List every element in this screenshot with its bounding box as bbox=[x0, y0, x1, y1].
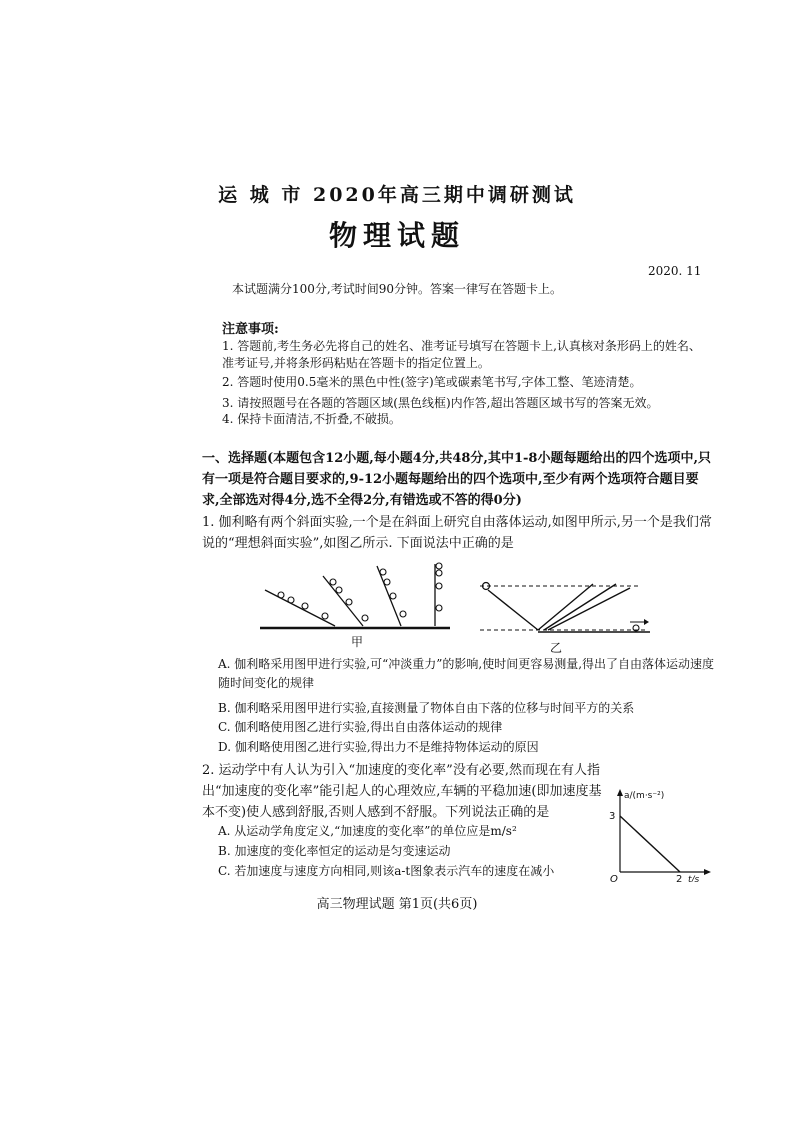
arrow-head bbox=[644, 619, 649, 625]
x-axis-arrow bbox=[704, 869, 711, 875]
ball bbox=[400, 611, 406, 617]
ball bbox=[362, 615, 368, 621]
left-incline bbox=[488, 590, 538, 630]
question-1-stem: 1. 伽利略有两个斜面实验,一个是在斜面上研究自由落体运动,如图甲所示,另一个是我们常说的“理想斜面实验”,如图乙所示. 下面说法中正确的是 bbox=[202, 515, 712, 551]
ball bbox=[436, 563, 442, 569]
a-t-graph bbox=[604, 786, 714, 882]
figure-jia bbox=[255, 560, 455, 652]
ball bbox=[390, 593, 396, 599]
question-1-option-d: D. 伽利略使用图乙进行实验,得出力不是维持物体运动的原因 bbox=[218, 740, 539, 754]
question-2-option-c: C. 若加速度与速度方向相同,则该a-t图象表示汽车的速度在减小 bbox=[218, 864, 555, 878]
exam-info: 本试题满分100分,考试时间90分钟。答案一律写在答题卡上。 bbox=[232, 282, 562, 296]
x-tick-label: 2 bbox=[676, 874, 683, 882]
y-axis-arrow bbox=[617, 789, 623, 796]
y-tick-label: 3 bbox=[609, 811, 616, 822]
right-incline-gentle bbox=[548, 588, 630, 630]
figure-label-yi: 乙 bbox=[550, 641, 563, 654]
page-footer: 高三物理试题 第1页(共6页) bbox=[316, 897, 478, 912]
question-1-option-a: A. 伽利略采用图甲进行实验,可“冲淡重力”的影响,使时间更容易测量,得出了自由落体运动速度随时间变化的规律 bbox=[218, 657, 715, 690]
question-1-option-c: C. 伽利略使用图乙进行实验,得出自由落体运动的规律 bbox=[218, 720, 503, 734]
note-item: 3. 请按照题号在各题的答题区域(黑色线框)内作答,超出答题区域书写的答案无效。 bbox=[222, 396, 659, 410]
ball bbox=[302, 603, 308, 609]
ball bbox=[436, 583, 442, 589]
right-incline-steep bbox=[538, 584, 593, 630]
incline-1 bbox=[265, 590, 335, 626]
ball bbox=[436, 605, 442, 611]
right-incline-mid bbox=[544, 584, 616, 630]
a-t-line bbox=[620, 816, 680, 872]
notes-title: 注意事项: bbox=[222, 322, 279, 337]
figure-yi bbox=[478, 576, 658, 654]
question-2-option-b: B. 加速度的变化率恒定的运动是匀变速运动 bbox=[218, 844, 451, 858]
exam-title: 运 城 市 2020年高三期中调研测试 bbox=[218, 184, 576, 206]
ball bbox=[330, 579, 336, 585]
note-item: 4. 保持卡面清洁,不折叠,不破损。 bbox=[222, 412, 401, 426]
ball bbox=[380, 569, 386, 575]
ball bbox=[288, 597, 294, 603]
section-heading: 一、选择题(本题包含12小题,每小题4分,共48分,其中1-8小题每题给出的四个选项中,只有一项是符合题目要求的,9-12小题每题给出的四个选项中,至少有两个选项符合题目要求,全部选对得4分,选不全得2分,有错选或不答的得0分) bbox=[202, 451, 711, 508]
exam-date: 2020. 11 bbox=[648, 264, 702, 278]
ball bbox=[346, 599, 352, 605]
question-1-option-b: B. 伽利略采用图甲进行实验,直接测量了物体自由下落的位移与时间平方的关系 bbox=[218, 701, 635, 715]
incline-3 bbox=[377, 566, 401, 626]
origin-label: O bbox=[610, 874, 618, 882]
ball bbox=[336, 587, 342, 593]
ball bbox=[384, 579, 390, 585]
y-axis-label: a/(m·s⁻²) bbox=[624, 791, 665, 801]
note-item: 1. 答题前,考生务必先将自己的姓名、准考证号填写在答题卡上,认真核对条形码上的姓名、准考证号,并将条形码粘贴在答题卡的指定位置上。 bbox=[222, 339, 701, 370]
ball bbox=[322, 613, 328, 619]
ball bbox=[436, 570, 442, 576]
question-2-option-a: A. 从运动学角度定义,“加速度的变化率”的单位应是m/s² bbox=[218, 824, 517, 838]
ball bbox=[278, 592, 284, 598]
question-2-stem-text: 2. 运动学中有人认为引入“加速度的变化率”没有必要,然而现在有人指出“加速度的变化率”能引起人的心理效应,车辆的平稳加速(即加速度基本不变)使人感到舒服,否则人感到不舒服。下列说法正确的是 bbox=[202, 763, 602, 820]
x-axis-label: t/s bbox=[688, 875, 700, 882]
incline-2 bbox=[323, 576, 363, 626]
figure-label-jia: 甲 bbox=[351, 635, 364, 649]
subject-title: 物理试题 bbox=[328, 219, 465, 252]
note-item: 2. 答题时使用0.5毫米的黑色中性(签字)笔或碳素笔书写,字体工整、笔迹清楚。 bbox=[222, 375, 642, 389]
